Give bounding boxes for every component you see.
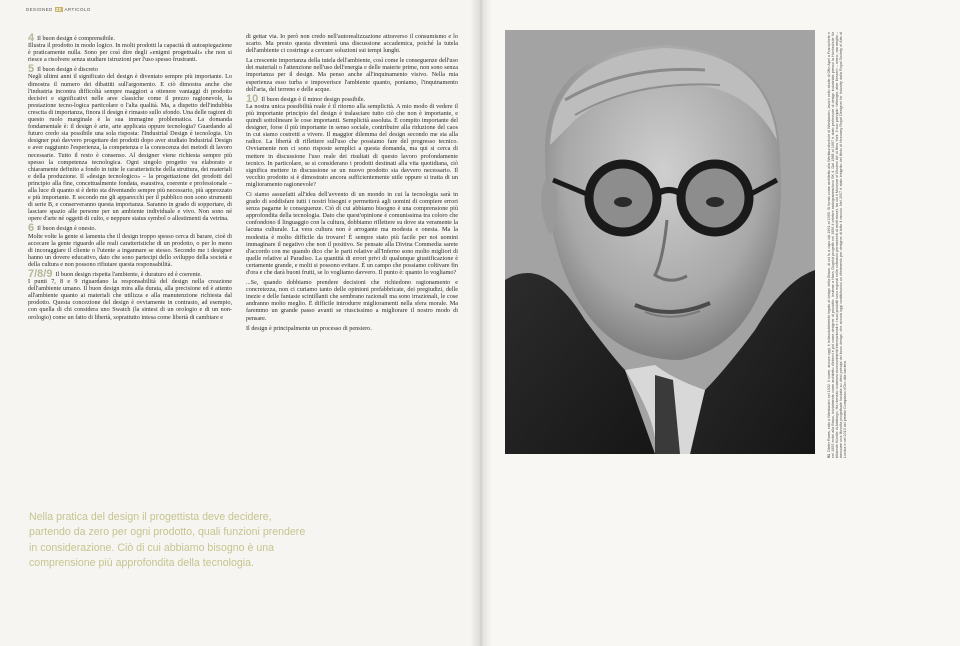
section-title: Il buon design è comprensibile. xyxy=(37,35,115,42)
section-number: 5 xyxy=(28,63,35,76)
paragraph: Il design è principalmente un processo di pensiero. xyxy=(246,324,372,332)
portrait-photo xyxy=(505,30,815,454)
caption-text: Dieter Rams, nato a Wiesbaden nel 1932. Il nome, ancora oggi, è indissolubilmente legato al design della Braun, di cui fu a capo dal 1961 al 1995. Si formò come architetto alla Werkkunstschule di Wiesbaden, lavorò nello studio di Otto Apel a Francoforte e nel 1955 entrò alla Braun, inizialmente come architetto d'interni e poi come designer di prodotto. Insieme a Hans Gugelot progettò nel 1956 il celebre radiogrammofono SK 4. Dal 1988 al 1997 è stato professore di design industriale presso la Hochschule für bildende Künste di Amburgo. Ha ricevuto numerosi riconoscimenti internazionali e i suoi prodotti sono esposti nelle collezioni permanenti di molti musei, tra cui il Museum of Modern Art di New York. Il suo principio «Weniger, aber besser» – meno, ma meglio – riassume una filosofia progettuale fondata su dieci principi del buon design, che ancora oggi costituiscono un riferimento per designer di tutto il mondo. Nel 2007 è stato insignito del titolo di Honorary Royal Designer for Industry dalla Royal Society of Arts di Londra e nel 2013 del premio Compasso d'Oro alla carriera. xyxy=(827,32,848,458)
section-body: I punti 7, 8 e 9 riguardano la responsabilità del design nella creazione dell'ambiente umano. Il buon design mira alla durata, alla precisione ed è attento all'ambiente quanto ai materiali che utilizza e alla manutenzione richiesta dal prodotto. Questa concezione del design è ovviamente in contrasto, ad esempio, con quella di chi considera uno Swatch (la sintesi di un orologio e di un non-orologio) come un fatto di libertà, soprattutto intesa come libertà di cambiare e xyxy=(28,278,232,321)
section-body: La nostra unica possibilità reale è il ritorno alla semplicità. A mio modo di vedere il più importante principio del design è tralasciare tutto ciò che non è importante, e quindi sottolineare le cose importanti. Semplicità assoluta. È compito importante del designer, forse il più importante in senso sociale, contribuire alla riduzione del caos in cui siamo costretti a vivere. Il maggior dilemma del design secondo me sta alla radice. La libertà di riflettere sull'uso che possiamo fare del progresso tecnico. Ovviamente non ci sono risposte semplici a questa domanda, ma qui si cerca di mettere in discussione l'uso reale dei risultati di questo lavoro profondamente tecnico. In particolare, se si considerano i prodotti destinati alla vita quotidiana, ciò significa mettere in discussione se un nuovo prodotto sia davvero necessario. Il vecchio prodotto si è dimostrato ancora sufficientemente utile oppure si tratta di un miglioramento ragionevole? xyxy=(246,102,458,188)
paragraph: di gettar via. Io però non credo nell'autorealizzazione attraverso il consumismo e lo scarto. Ma presto questa diventerà una discussione accademica, poiché la tutela dell'ambiente ci costringe a cercare soluzioni sui tempi lunghi. xyxy=(246,33,458,55)
section-title: Il buon design rispetta l'ambiente, è duraturo ed è coerente. xyxy=(55,271,202,278)
folio xyxy=(26,7,91,12)
left-page xyxy=(0,0,479,646)
page-number: 22 xyxy=(55,7,62,12)
section-number: 10 xyxy=(246,92,259,105)
section-body: Molte volte la gente si lamenta che il design troppo spesso cerca di barare, cioè di accecare la gente riguardo alle reali caratteristiche di un prodotto, o per lo meno di incoraggiare il cliente o l'utente a ingannare se stesso. Secondo me i designer hanno un dovere educativo, dato che sono partecipi dello sviluppo della società e della cultura e non possono rifiutare questa responsabilità. xyxy=(28,232,232,268)
section-heading xyxy=(28,35,232,42)
photo-caption xyxy=(827,32,933,458)
section-heading xyxy=(28,222,232,235)
text-column-left xyxy=(28,33,232,483)
paragraph: La crescente importanza della tutela dell'ambiente, così come le conseguenze dell'uso dei materiali o l'attenzione nell'uso dell'energia e delle materie prime, non sono senza importanza per il design. Ma penso anche all'inquinamento visivo. Nella mia esperienza esso turba e impoverisce l'ambiente quanto, poniamo, l'inquinamento dell'aria, del terreno e delle acque. xyxy=(246,57,458,93)
paragraph: Ci siamo assuefatti all'idea dell'avvento di un mondo in cui la tecnologia sarà in grado di soddisfare tutti i nostri bisogni e permetterà agli uomini di compiere errori senza pagarne le conseguenze. Ciò di cui abbiamo bisogno è una comprensione più approfondita della tecnologia. Dato che quest'opinione è comunissima tra coloro che confondono il linguaggio con la cultura, dobbiamo riflettere su dove sta veramente la lacuna culturale. La vera cultura non è arrogante ma modesta e onesta. Ma la modestia è molto difficile da trovare! È sempre stato più facile per noi uomini immaginare il negativo che non il positivo. Se pensate alla Divina Commedia sarete d'accordo con me quando dico che le parti relative all'Inferno sono molto migliori di quelle relative al Paradiso. La quantità di errori privi di qualunque giustificazione è certamente grande, e molti si possono evitare. È un campo che possiamo coltivare fin d'ora e che darà buoni frutti, se lo vogliamo davvero. Il punto è: quanto lo vogliamo? xyxy=(246,190,458,276)
section-number: 7/8/9 xyxy=(28,268,53,280)
folio-rubric: ARTICOLO xyxy=(64,7,91,12)
paragraph: ...Se, quando dobbiamo prendere decisioni che richiedono ragionamento e concretezza, non ci curiamo tanto delle opinioni prefabbricate, dei pregiudizi, delle inezie e delle fantasie scintillanti che sembrano razionali ma sono irrazionali, le cose andranno molto meglio. È difficile introdurre miglioramenti nella sfera morale. Ma faremmo un grande passo avanti se riuscissimo a migliorare il nostro modo di pensare. xyxy=(246,279,458,322)
section-heading xyxy=(28,63,232,76)
section-title: Il buon design è il minor design possibile. xyxy=(261,95,366,103)
section-heading xyxy=(28,268,232,280)
section-number: 6 xyxy=(28,222,35,235)
section-title: Il buon design è discreto xyxy=(37,66,98,74)
page-gutter xyxy=(470,0,492,646)
folio-section: DESIGNED xyxy=(26,7,53,12)
pull-quote: Nella pratica del design il progettista deve decidere, partendo da zero per ogni prodotto, quali funzioni prendere in considerazione. Ciò di cui abbiamo bisogno è una comprensione più approfondita della tecnologia. xyxy=(29,511,306,570)
section-heading xyxy=(246,92,458,105)
section-title: Il buon design è onesto. xyxy=(37,225,97,233)
caption-number: 01 xyxy=(827,453,831,458)
section-number: 4 xyxy=(28,33,35,44)
section-body: Illustra il prodotto in modo logico. In molti prodotti la capacità di autospiegazione è praticamente nulla. Sono per così dire degli «enigmi progettuali» che non si riesce a risolvere senza studiare istruzioni per l'uso spesso frustranti. xyxy=(28,42,232,64)
text-column-right xyxy=(246,33,458,463)
section-body: Negli ultimi anni il significato del design è diventato sempre più importante. Lo dimostra il numero dei dibattiti sull'argomento. E ciò dimostra anche che l'industria incontra difficoltà sempre maggiori a ottenere vantaggi di prodotto decisivi e significativi nelle aree classiche come il prezzo ragionevole, la prestazione tecno-logica particolare o l'alta qualità. Ma, a dispetto dell'indubbia crescita di importanza, finora il design è rimasto sullo sfondo. Una delle ragioni di questo ruolo marginale è la sua immagine problematica. La domanda fondamentale è: il design è arte, arte applicata oppure tecnologia? Guardando al futuro credo sia possibile una sola risposta: l'Industrial Design è tecnologia. Un designer può davvero progettare dei prodotti dopo aver studiato Industrial Design e aver raggiunto l'esperienza, la competenza e la conoscenza dei metodi di lavoro necessarie. Tutto il resto è consenso. Al designer viene richiesta sempre più spesso la competenza tecnologica. Ogni singolo progetto va elaborato e chiaramente definito a fondo in tutte le caratteristiche della struttura, dei materiali e della produzione. Il «design tecnologico» – la progettazione dei prodotti del principio alla fine, concettualmente fondata, esaustiva, coerente e professionale – alla luce di quanto si è detto sta diventando sempre più necessario, più apprezzato e più importante. E secondo me gli apparecchi per il pubblico non sono strumenti di serie B, e conserveranno questa importanza. Saranno in grado di sopportare, di lasciare spazio alle persone per un ambiente individuale e vivo. Non sono né opere d'arte né oggetti di culto, e neppure status symbol o allestimenti da vetrina. xyxy=(28,73,232,223)
